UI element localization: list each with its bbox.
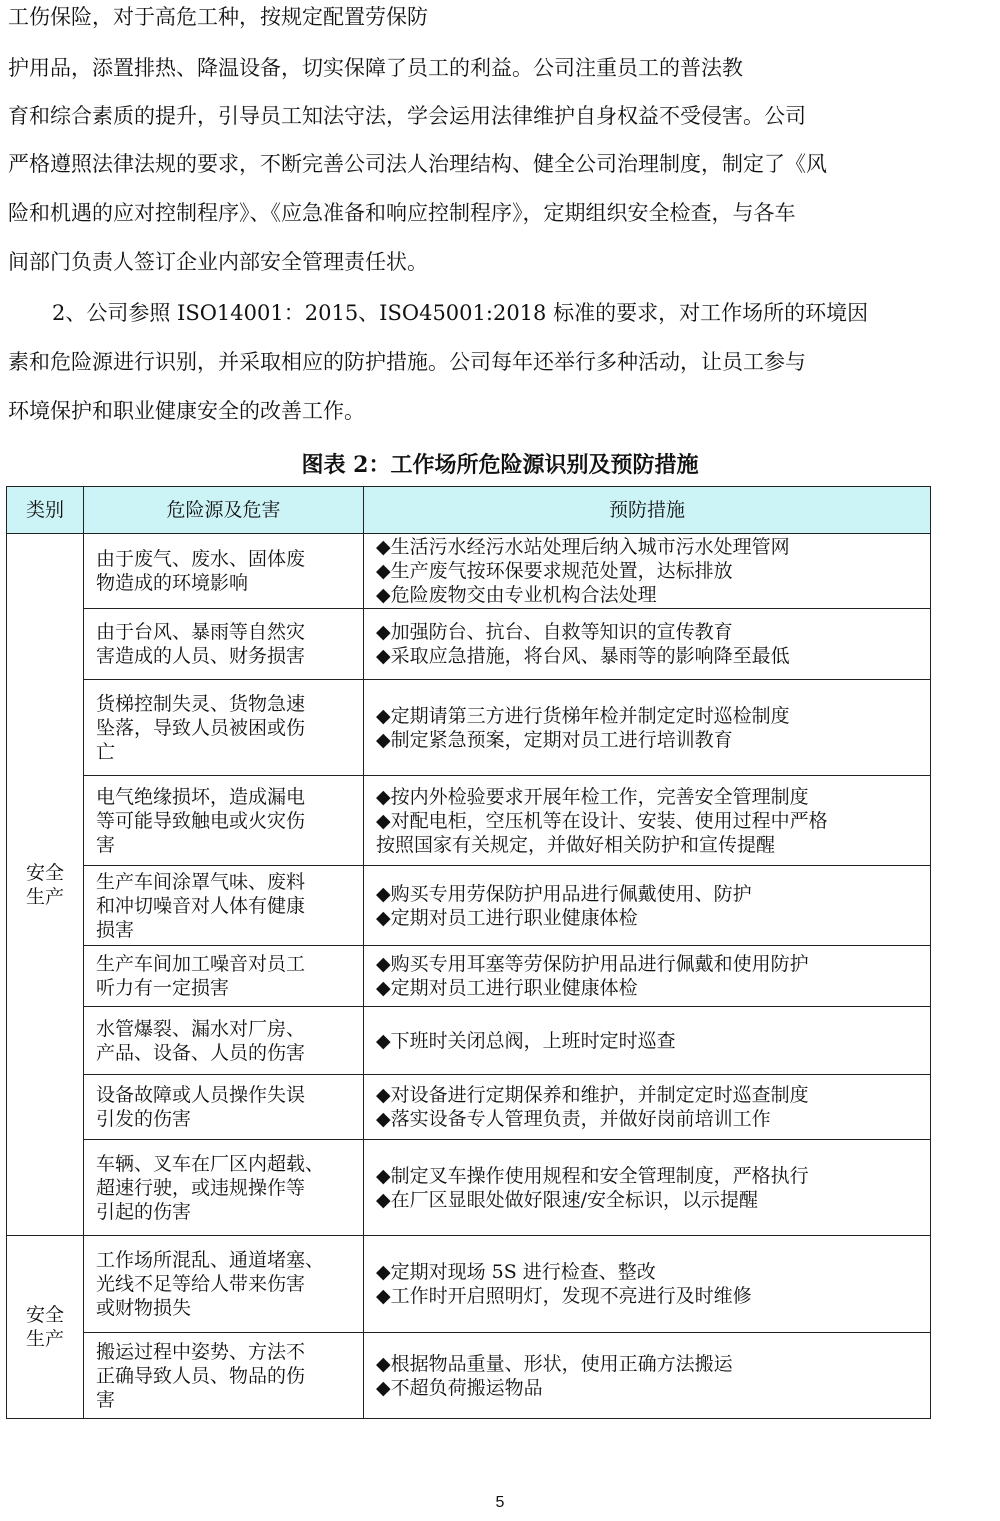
measure-item: 按照国家有关规定，并做好相关防护和宣传提醒: [376, 833, 776, 856]
measures-cell: [364, 1236, 931, 1333]
measure-item: ◆购买专用耳塞等劳保防护用品进行佩戴和使用防护: [376, 953, 809, 975]
hazard-text: 害: [96, 833, 116, 856]
measure-item: ◆定期对员工进行职业健康体检: [376, 977, 638, 999]
hazard-text: 产品、设备、人员的伤害: [96, 1041, 306, 1064]
measure-item: ◆对设备进行定期保养和维护，并制定定时巡查制度: [376, 1084, 809, 1106]
hazard-text: 物造成的环境影响: [96, 572, 249, 594]
measure-item: ◆制定紧急预案，定期对员工进行培训教育: [376, 728, 733, 751]
body-paragraph-line: 险和机遇的应对控制程序》、《应急准备和响应控制程序》，定期组织安全检查，与各车: [8, 201, 796, 225]
measures-cell: [364, 1333, 931, 1419]
body-paragraph-line: 2、公司参照 ISO14001：2015、ISO45001:2018 标准的要求，对工作场所的环境因: [52, 301, 869, 325]
measure-item: ◆定期请第三方进行货梯年检并制定定时巡检制度: [376, 704, 790, 727]
table-row: [7, 1236, 931, 1333]
hazard-cell: [84, 1007, 364, 1075]
table-row: [7, 1333, 931, 1419]
header-category: 类别: [7, 487, 84, 534]
table-row: [7, 1140, 931, 1236]
measure-item: ◆制定叉车操作使用规程和安全管理制度，严格执行: [376, 1164, 809, 1187]
hazard-text: 正确导致人员、物品的伤: [96, 1364, 306, 1387]
measure-item: ◆落实设备专人管理负责，并做好岗前培训工作: [376, 1108, 771, 1130]
hazard-cell: [84, 866, 364, 946]
measures-cell: [364, 866, 931, 946]
table-row: [7, 776, 931, 866]
measure-item: ◆工作时开启照明灯，发现不亮进行及时维修: [376, 1285, 752, 1307]
measure-item: ◆定期对员工进行职业健康体检: [376, 906, 638, 929]
measure-item: ◆对配电柜，空压机等在设计、安装、使用过程中严格: [376, 809, 828, 832]
page-number: 5: [495, 1494, 505, 1511]
hazard-text: 由于台风、暴雨等自然灾: [96, 621, 306, 643]
hazard-cell: [84, 1075, 364, 1140]
hazard-text: 水管爆裂、漏水对厂房、: [96, 1017, 306, 1040]
measures-cell: [364, 1075, 931, 1140]
body-paragraph-line: 育和综合素质的提升，引导员工知法守法，学会运用法律维护自身权益不受侵害。公司: [8, 104, 806, 128]
measure-item: ◆危险废物交由专业机构合法处理: [376, 584, 657, 606]
hazard-cell: [84, 680, 364, 776]
hazard-cell: [84, 946, 364, 1007]
measure-item: ◆加强防台、抗台、自救等知识的宣传教育: [376, 621, 733, 643]
measure-item: ◆购买专用劳保防护用品进行佩戴使用、防护: [376, 882, 752, 905]
hazard-text: 或财物损失: [96, 1297, 192, 1319]
body-paragraph-line: 工伤保险，对于高危工种，按规定配置劳保防: [8, 5, 428, 29]
hazard-text: 电气绝缘损坏，造成漏电: [96, 785, 306, 808]
measures-cell: [364, 680, 931, 776]
hazard-text: 等可能导致触电或火灾伤: [96, 809, 306, 832]
measure-item: ◆不超负荷搬运物品: [376, 1376, 543, 1399]
measures-cell: [364, 1140, 931, 1236]
hazard-text: 听力有一定损害: [96, 977, 230, 999]
hazard-text: 害: [96, 1388, 116, 1411]
hazard-text: 货梯控制失灵、货物急速: [96, 692, 306, 715]
header-hazard: 危险源及危害: [84, 487, 364, 534]
measures-cell: [364, 776, 931, 866]
category-cell: 安全 生产: [7, 534, 84, 1236]
hazard-cell: [84, 1333, 364, 1419]
body-paragraph-line: 严格遵照法律法规的要求，不断完善公司法人治理结构、健全公司治理制度，制定了《风: [8, 152, 827, 176]
hazard-cell: [84, 609, 364, 680]
measure-item: ◆采取应急措施，将台风、暴雨等的影响降至最低: [376, 645, 790, 667]
table-row: [7, 1075, 931, 1140]
hazard-text: 超速行驶，或违规操作等: [96, 1176, 306, 1199]
table-row: [7, 680, 931, 776]
table-row: [7, 866, 931, 946]
hazard-text: 引发的伤害: [96, 1108, 192, 1130]
hazard-text: 车辆、叉车在厂区内超载、: [96, 1152, 325, 1175]
table-row: [7, 946, 931, 1007]
measures-cell: [364, 946, 931, 1007]
measure-item: ◆定期对现场 5S 进行检查、整改: [376, 1261, 656, 1283]
hazard-text: 设备故障或人员操作失误: [96, 1084, 306, 1106]
hazard-text: 亡: [96, 740, 116, 763]
table-row: [7, 1007, 931, 1075]
hazard-text: 引起的伤害: [96, 1200, 192, 1223]
table-caption: 图表 2：工作场所危险源识别及预防措施: [301, 452, 699, 478]
measure-item: ◆生产废气按环保要求规范处置，达标排放: [376, 560, 733, 582]
measure-item: ◆根据物品重量、形状，使用正确方法搬运: [376, 1352, 733, 1375]
hazard-text: 和冲切噪音对人体有健康: [96, 894, 306, 917]
hazard-cell: [84, 1236, 364, 1333]
hazard-text: 由于废气、废水、固体废: [96, 548, 306, 570]
body-paragraph-line: 护用品，添置排热、降温设备，切实保障了员工的利益。公司注重员工的普法教: [8, 56, 743, 80]
hazard-text: 光线不足等给人带来伤害: [96, 1273, 306, 1295]
hazard-cell: [84, 1140, 364, 1236]
hazard-cell: [84, 534, 364, 609]
table-row: [7, 609, 931, 680]
hazard-text: 害造成的人员、财务损害: [96, 645, 306, 667]
hazard-text: 生产车间加工噪音对员工: [96, 953, 306, 975]
hazard-text: 损害: [96, 918, 135, 941]
hazard-text: 工作场所混乱、通道堵塞、: [96, 1249, 325, 1271]
measures-cell: [364, 1007, 931, 1075]
hazard-text: 生产车间涂罩气味、废料: [96, 870, 306, 893]
hazard-text: 坠落，导致人员被困或伤: [96, 716, 306, 739]
measure-item: ◆按内外检验要求开展年检工作，完善安全管理制度: [376, 785, 809, 808]
hazard-table: [6, 486, 931, 1419]
hazard-text: 搬运过程中姿势、方法不: [96, 1340, 306, 1363]
measures-cell: [364, 609, 931, 680]
header-measures: 预防措施: [364, 487, 931, 534]
category-cell: 安全 生产: [7, 1236, 84, 1419]
measures-cell: [364, 534, 931, 609]
measure-item: ◆生活污水经污水站处理后纳入城市污水处理管网: [376, 536, 790, 558]
body-paragraph-line: 间部门负责人签订企业内部安全管理责任状。: [8, 250, 428, 274]
table-row: [7, 534, 931, 609]
measure-item: ◆下班时关闭总阀，上班时定时巡查: [376, 1029, 676, 1052]
body-paragraph-line: 环境保护和职业健康安全的改善工作。: [8, 399, 365, 423]
table-header-row: [7, 487, 931, 534]
measure-item: ◆在厂区显眼处做好限速/安全标识，以示提醒: [376, 1188, 759, 1211]
body-paragraph-line: 素和危险源进行识别，并采取相应的防护措施。公司每年还举行多种活动，让员工参与: [8, 350, 806, 374]
hazard-cell: [84, 776, 364, 866]
